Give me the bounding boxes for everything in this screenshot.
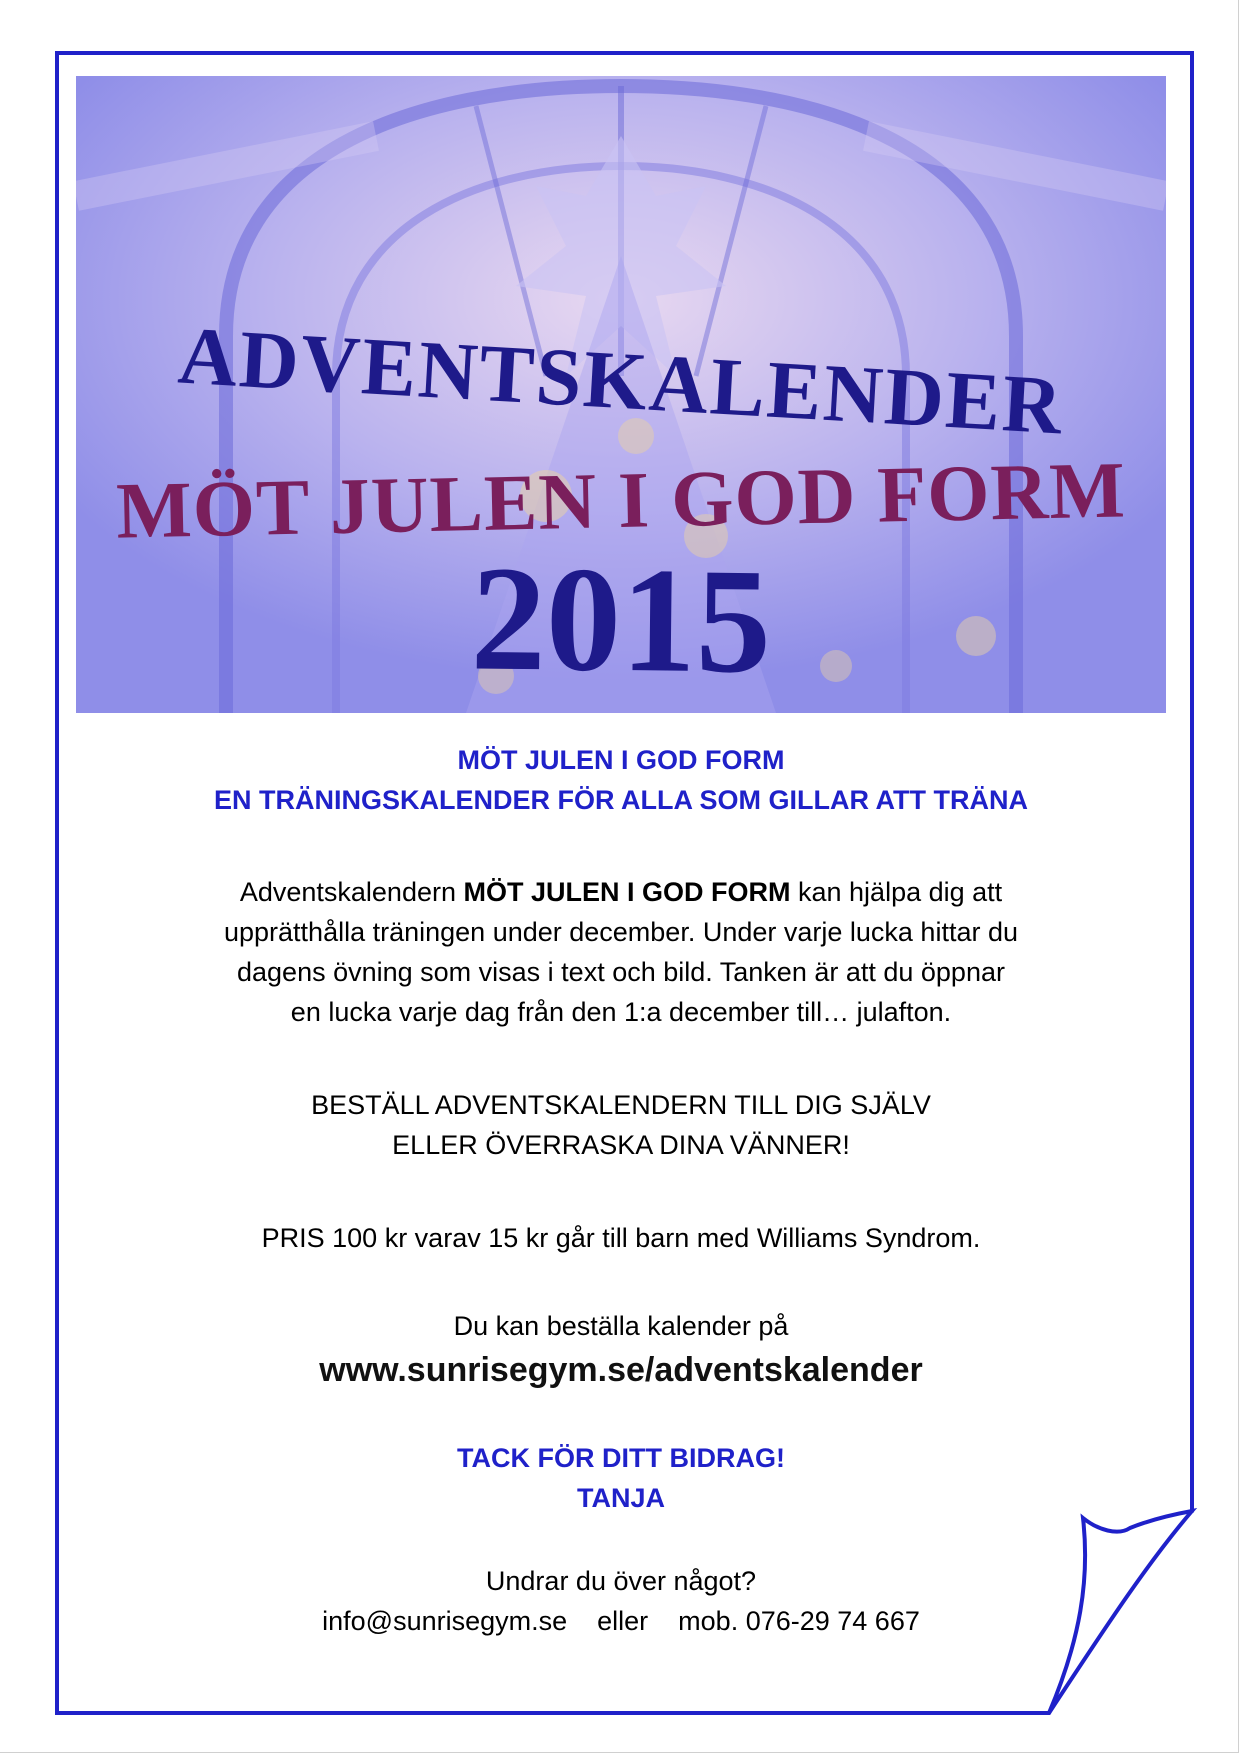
heading-line-1: MÖT JULEN I GOD FORM — [457, 745, 785, 775]
banner-year: 2015 — [470, 535, 772, 705]
order-url-link[interactable]: www.sunrisegym.se/adventskalender — [319, 1351, 923, 1389]
thanks — [76, 1438, 1166, 1518]
intro-bold: MÖT JULEN I GOD FORM — [463, 877, 791, 907]
banner — [76, 76, 1166, 713]
order-line-2: ELLER ÖVERRASKA DINA VÄNNER! — [392, 1130, 850, 1160]
thanks-line-1: TACK FÖR DITT BIDRAG! — [457, 1443, 785, 1473]
intro-post: kan hjälpa dig att — [790, 877, 1003, 907]
order-line-1: BESTÄLL ADVENTSKALENDERN TILL DIG SJÄLV — [311, 1090, 931, 1120]
contact-line — [76, 1601, 1166, 1641]
intro-paragraph — [76, 872, 1166, 1032]
price-info — [76, 1218, 1166, 1258]
banner-subtitle: MÖT JULEN I GOD FORM — [115, 446, 1127, 556]
price-text: PRIS 100 kr varav 15 kr går till barn med Williams Syndrom. — [261, 1223, 981, 1253]
contact-phone[interactable]: mob. 076-29 74 667 — [678, 1606, 920, 1636]
order-where — [76, 1306, 1166, 1394]
intro-line-2: upprätthålla träningen under december. Under varje lucka hittar du — [224, 917, 1018, 947]
intro-line-4: en lucka varje dag från den 1:a december till… julafton. — [290, 997, 952, 1027]
contact-or: eller — [597, 1606, 649, 1636]
contact — [76, 1561, 1166, 1641]
contact-question: Undrar du över något? — [485, 1566, 757, 1596]
heading-line-2: EN TRÄNINGSKALENDER FÖR ALLA SOM GILLAR ATT TRÄNA — [214, 785, 1028, 815]
intro-line-3: dagens övning som visas i text och bild. Tanken är att du öppnar — [237, 957, 1005, 987]
banner-title: ADVENTSKALENDER — [175, 309, 1067, 452]
thanks-signature: TANJA — [576, 1483, 665, 1513]
order-callout — [76, 1085, 1166, 1165]
heading — [76, 740, 1166, 820]
order-where-text: Du kan beställa kalender på — [453, 1311, 789, 1341]
intro-pre: Adventskalendern — [239, 877, 464, 907]
intro-line-1 — [76, 872, 1166, 912]
contact-email-link[interactable]: info@sunrisegym.se — [322, 1606, 568, 1636]
